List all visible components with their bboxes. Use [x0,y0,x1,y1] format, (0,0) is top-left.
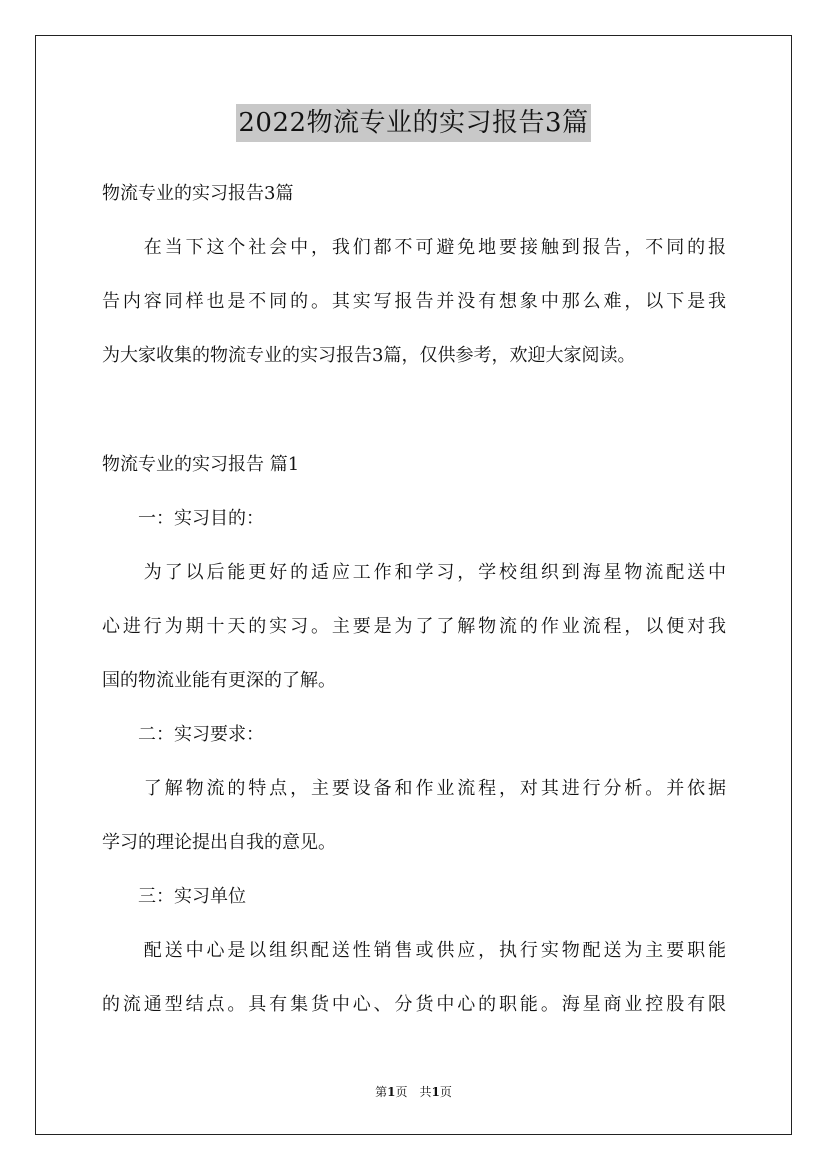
paragraph-line: 配送中心是以组织配送性销售或供应，执行实物配送为主要职能 [102,940,726,961]
heading-requirements: 二：实习要求： [102,724,264,745]
title-container [0,104,827,142]
footer-page-total: 1 [431,1085,440,1099]
intro-line: 在当下这个社会中，我们都不可避免地要接触到报告，不同的报 [102,237,726,258]
document-title: 2022物流专业的实习报告3篇 [236,104,590,142]
footer-page-prefix: 第 [375,1085,388,1099]
heading-purpose: 一：实习目的： [102,508,264,529]
paragraph-line: 学习的理论提出自我的意见。 [102,832,336,853]
footer-page-number: 1 [387,1085,396,1099]
footer-page-suffix: 页 [439,1085,452,1099]
intro-line: 为大家收集的物流专业的实习报告3篇，仅供参考，欢迎大家阅读。 [102,345,636,366]
section-heading: 物流专业的实习报告 篇1 [102,454,300,475]
paragraph-line: 了解物流的特点，主要设备和作业流程，对其进行分析。并依据 [102,778,726,799]
paragraph-line: 为了以后能更好的适应工作和学习，学校组织到海星物流配送中 [102,562,726,583]
paragraph-line: 的流通型结点。具有集货中心、分货中心的职能。海星商业控股有限 [102,994,726,1015]
intro-line: 告内容同样也是不同的。其实写报告并没有想象中那么难，以下是我 [102,291,726,312]
footer-page-mid: 页 共 [395,1085,432,1099]
page-footer [0,1084,827,1100]
document-subtitle: 物流专业的实习报告3篇 [102,183,294,204]
paragraph-line: 心进行为期十天的实习。主要是为了了解物流的作业流程，以便对我 [102,616,726,637]
paragraph-line: 国的物流业能有更深的了解。 [102,670,336,691]
heading-unit: 三：实习单位 [102,886,246,907]
